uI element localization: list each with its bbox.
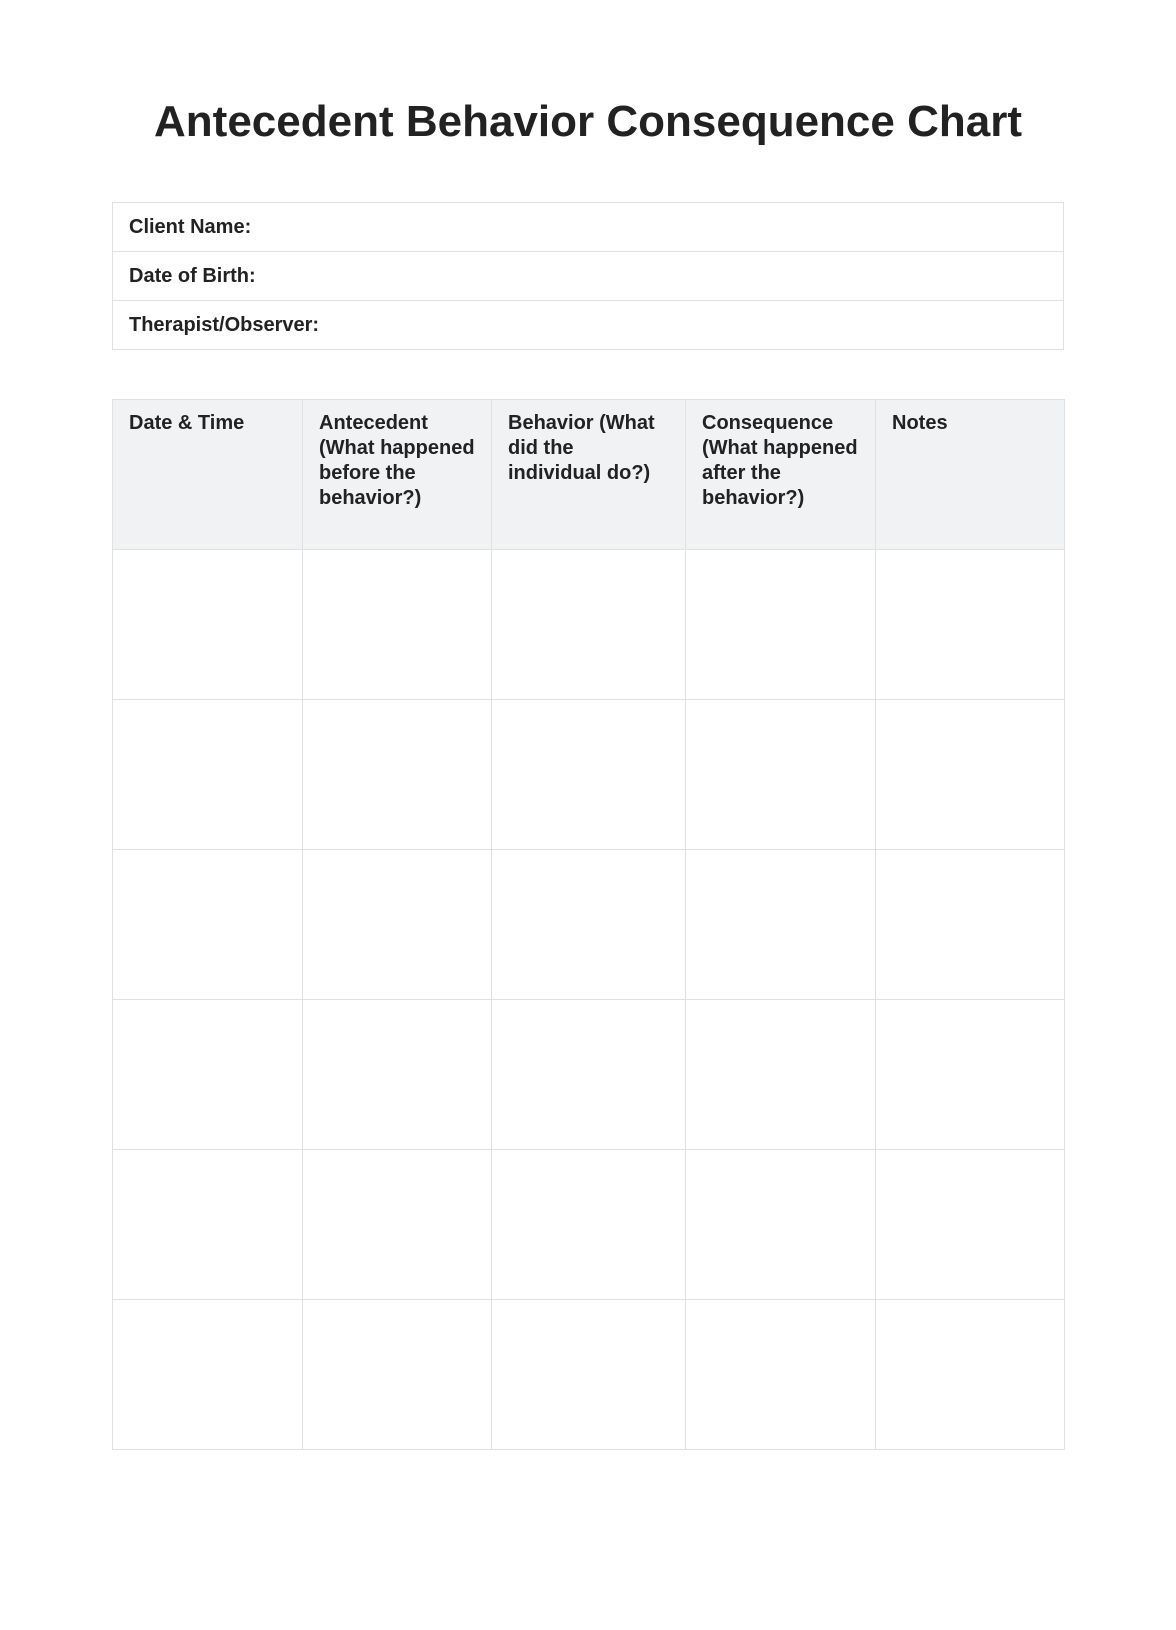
table-row — [113, 1300, 1065, 1450]
consequence-cell[interactable] — [686, 1150, 876, 1300]
notes-cell[interactable] — [876, 700, 1065, 850]
behavior-cell[interactable] — [492, 1000, 686, 1150]
date-time-cell[interactable] — [113, 1000, 303, 1150]
antecedent-cell[interactable] — [303, 1000, 492, 1150]
behavior-cell[interactable] — [492, 700, 686, 850]
table-row — [113, 700, 1065, 850]
column-header-date-time: Date & Time — [113, 400, 303, 550]
date-of-birth-field[interactable] — [113, 252, 1064, 301]
notes-cell[interactable] — [876, 1150, 1065, 1300]
therapist-observer-label: Therapist/Observer: — [129, 313, 320, 336]
client-info-table — [112, 202, 1064, 350]
antecedent-cell[interactable] — [303, 1150, 492, 1300]
antecedent-cell[interactable] — [303, 850, 492, 1000]
behavior-cell[interactable] — [492, 850, 686, 1000]
column-header-behavior: Behavior (What did the individual do?) — [492, 400, 686, 550]
date-time-cell[interactable] — [113, 550, 303, 700]
date-time-cell[interactable] — [113, 1150, 303, 1300]
abc-table — [112, 399, 1065, 1450]
behavior-cell[interactable] — [492, 550, 686, 700]
abc-header-row — [113, 400, 1065, 550]
behavior-cell[interactable] — [492, 1150, 686, 1300]
column-header-notes: Notes — [876, 400, 1065, 550]
therapist-observer-field[interactable] — [113, 301, 1064, 350]
behavior-cell[interactable] — [492, 1300, 686, 1450]
client-name-row — [113, 203, 1064, 252]
date-of-birth-row — [113, 252, 1064, 301]
antecedent-cell[interactable] — [303, 550, 492, 700]
consequence-cell[interactable] — [686, 850, 876, 1000]
date-time-cell[interactable] — [113, 700, 303, 850]
table-row — [113, 1150, 1065, 1300]
date-time-cell[interactable] — [113, 850, 303, 1000]
antecedent-cell[interactable] — [303, 700, 492, 850]
notes-cell[interactable] — [876, 1300, 1065, 1450]
consequence-cell[interactable] — [686, 1300, 876, 1450]
table-row — [113, 1000, 1065, 1150]
date-of-birth-label: Date of Birth: — [129, 264, 256, 287]
therapist-observer-row — [113, 301, 1064, 350]
consequence-cell[interactable] — [686, 1000, 876, 1150]
notes-cell[interactable] — [876, 850, 1065, 1000]
column-header-consequence: Consequence (What happened after the behavior?) — [686, 400, 876, 550]
column-header-antecedent: Antecedent (What happened before the behavior?) — [303, 400, 492, 550]
notes-cell[interactable] — [876, 550, 1065, 700]
date-time-cell[interactable] — [113, 1300, 303, 1450]
client-name-label: Client Name: — [129, 215, 252, 238]
consequence-cell[interactable] — [686, 700, 876, 850]
table-row — [113, 550, 1065, 700]
client-name-field[interactable] — [113, 203, 1064, 252]
notes-cell[interactable] — [876, 1000, 1065, 1150]
consequence-cell[interactable] — [686, 550, 876, 700]
antecedent-cell[interactable] — [303, 1300, 492, 1450]
table-row — [113, 850, 1065, 1000]
page-title: Antecedent Behavior Consequence Chart — [154, 97, 1022, 146]
